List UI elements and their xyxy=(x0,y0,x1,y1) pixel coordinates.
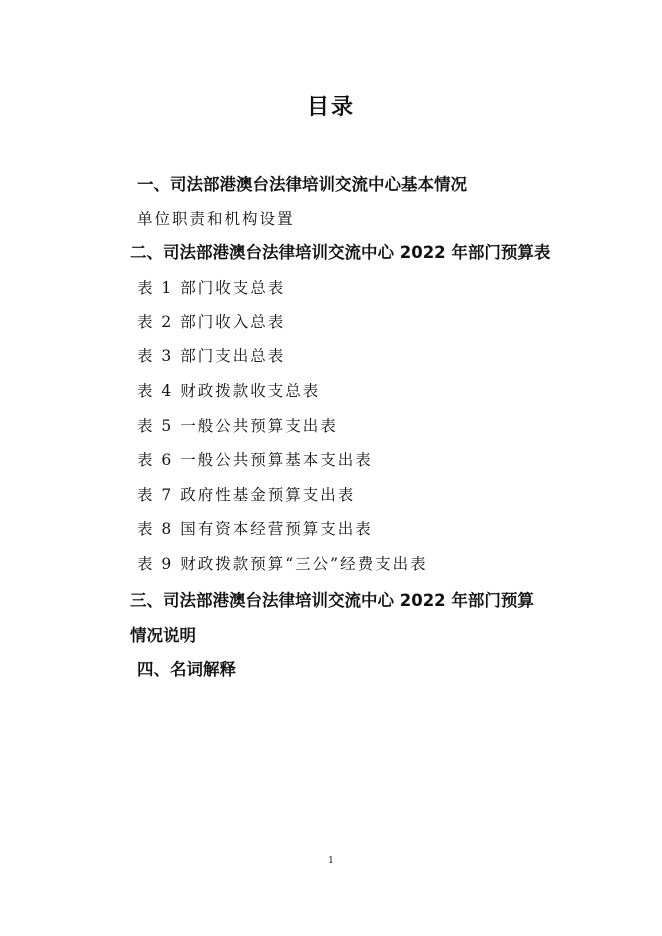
toc-table-6: 表 6 一般公共预算基本支出表 xyxy=(137,451,373,469)
toc-table-3: 表 3 部门支出总表 xyxy=(137,347,286,365)
toc-table-7: 表 7 政府性基金预算支出表 xyxy=(137,486,356,504)
toc-section-1-item: 单位职责和机构设置 xyxy=(137,210,295,228)
toc-table-5: 表 5 一般公共预算支出表 xyxy=(137,417,338,435)
toc-section-3: 三、司法部港澳台法律培训交流中心 2022 年部门预算 xyxy=(130,591,534,610)
toc-table-4: 表 4 财政拨款收支总表 xyxy=(137,382,321,400)
toc-section-4: 四、名词解释 xyxy=(137,660,236,679)
toc-table-1: 表 1 部门收支总表 xyxy=(137,279,286,297)
toc-table-9: 表 9 财政拨款预算“三公”经费支出表 xyxy=(137,555,428,573)
toc-section-3-continued: 情况说明 xyxy=(130,626,196,645)
toc-section-2: 二、司法部港澳台法律培训交流中心 2022 年部门预算表 xyxy=(130,243,551,262)
toc-section-1: 一、司法部港澳台法律培训交流中心基本情况 xyxy=(137,175,467,194)
toc-title: 目录 xyxy=(306,95,355,120)
toc-table-8: 表 8 国有资本经营预算支出表 xyxy=(137,520,373,538)
page-number: 1 xyxy=(328,856,334,866)
toc-table-2: 表 2 部门收入总表 xyxy=(137,313,286,331)
